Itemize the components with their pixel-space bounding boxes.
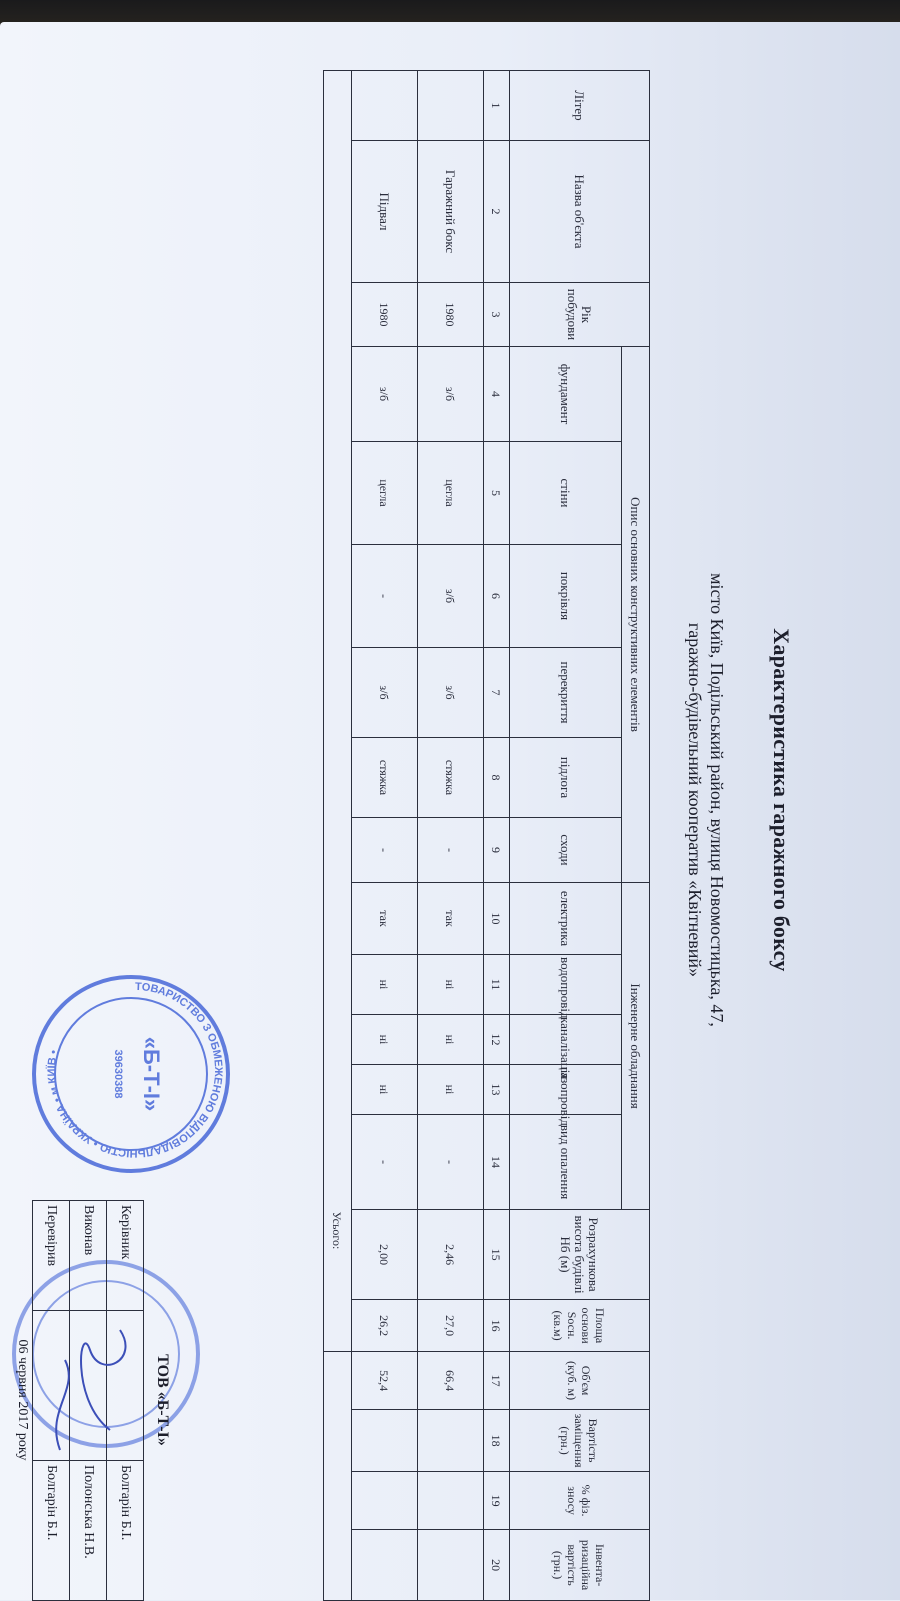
header-gas: газопровід (510, 1065, 622, 1115)
cell-electric: так (418, 883, 484, 955)
header-foundation: фундамент (510, 347, 622, 442)
header-constructive-group: Опис основних конструктивних елементів (622, 347, 650, 883)
header-heating: вид опалення (510, 1115, 622, 1210)
cell-name: Підвал (352, 141, 418, 283)
cell-height: 2,46 (418, 1210, 484, 1300)
cell-gas: ні (352, 1065, 418, 1115)
header-walls: стіни (510, 442, 622, 545)
cell-year: 1980 (418, 283, 484, 347)
signature-person: Полонська Н.В. (70, 1461, 107, 1601)
signature-person: Болгарін Б.І. (33, 1461, 70, 1601)
document-date: 06 червня 2017 року (15, 1339, 30, 1461)
subtitle-line-address: місто Київ, Подільський район, вулиця Новомостицька, 47, (707, 573, 727, 1027)
column-number: 6 (484, 545, 510, 648)
cell-liter (418, 71, 484, 141)
column-number: 2 (484, 141, 510, 283)
header-liter: Літер (510, 71, 650, 141)
column-number: 12 (484, 1015, 510, 1065)
column-number: 1 (484, 71, 510, 141)
signature-role: Керівник (107, 1201, 144, 1311)
cell-replacement (418, 1410, 484, 1472)
cell-replacement (352, 1410, 418, 1472)
header-electric: електрика (510, 883, 622, 955)
cell-electric: так (352, 883, 418, 955)
cell-name: Гаражний бокс (418, 141, 484, 283)
column-number: 16 (484, 1300, 510, 1352)
header-inventory: Інвента-ризаційна вартість (грн.) (510, 1530, 650, 1601)
cell-water: ні (352, 955, 418, 1015)
table-row (418, 71, 484, 1601)
header-name: Назва об'єкта (510, 141, 650, 283)
column-number: 15 (484, 1210, 510, 1300)
column-number: 20 (484, 1530, 510, 1601)
column-number: 9 (484, 818, 510, 883)
cell-liter (352, 71, 418, 141)
column-number: 18 (484, 1410, 510, 1472)
cell-roof: - (352, 545, 418, 648)
cell-inventory (418, 1530, 484, 1601)
cell-sewer: ні (418, 1015, 484, 1065)
stamp-ring-text (40, 975, 230, 1165)
cell-water: ні (418, 955, 484, 1015)
cell-floor: стяжка (418, 738, 484, 818)
column-number: 17 (484, 1352, 510, 1410)
cell-height: 2,00 (352, 1210, 418, 1300)
stamp-center-text: «Б-Т-І» (139, 1036, 164, 1112)
organisation-stamp (32, 975, 230, 1173)
header-floors: перекриття (510, 648, 622, 738)
company-name: ТОВ «Б-Т-І» (154, 1354, 171, 1446)
column-number: 7 (484, 648, 510, 738)
header-sewer: каналізація (510, 1015, 622, 1065)
cell-volume: 52,4 (352, 1352, 418, 1410)
cell-stairs: - (418, 818, 484, 883)
cell-gas: ні (418, 1065, 484, 1115)
cell-walls: цегла (418, 442, 484, 545)
cell-walls: цегла (352, 442, 418, 545)
column-number: 11 (484, 955, 510, 1015)
total-label: Усього: (324, 1210, 352, 1352)
header-roof: покрівля (510, 545, 622, 648)
document-title: Характеристика гаражного боксу (769, 628, 794, 972)
cell-heating: - (418, 1115, 484, 1210)
cell-roof: з/б (418, 545, 484, 648)
header-volume: Об'єм (куб. м) (510, 1352, 650, 1410)
header-stairs: сходи (510, 818, 622, 883)
svg-text:ТОВАРИСТВО З ОБМЕЖЕНОЮ ВІДПОВІ: ТОВАРИСТВО З ОБМЕЖЕНОЮ ВІДПОВІДАЛЬНІСТЮ • УКРАЇНА • м.КИЇВ • (45, 980, 225, 1160)
header-area: Площа основи Sосн. (кв.м) (510, 1300, 650, 1352)
header-engineering-group: Інженерне обладнання (622, 883, 650, 1210)
column-number: 13 (484, 1065, 510, 1115)
cell-foundation: з/б (352, 347, 418, 442)
header-wear: % фіз. зносу (510, 1472, 650, 1530)
total-row (324, 71, 352, 1601)
characteristics-table (323, 70, 650, 1601)
column-number: 19 (484, 1472, 510, 1530)
header-year: Рік побудови (510, 283, 650, 347)
column-number-row (484, 71, 510, 1601)
column-number: 3 (484, 283, 510, 347)
cell-year: 1980 (352, 283, 418, 347)
signature-person: Болгарін Б.І. (107, 1461, 144, 1601)
signature-role: Виконав (70, 1201, 107, 1311)
handwritten-signature (30, 1320, 140, 1470)
header-water: водопровід (510, 955, 622, 1015)
cell-volume: 66,4 (418, 1352, 484, 1410)
header-replacement: Вартість заміщення (грн.) (510, 1410, 650, 1472)
cell-wear (418, 1472, 484, 1530)
cell-stairs: - (352, 818, 418, 883)
cell-wear (352, 1472, 418, 1530)
document-subtitle (684, 0, 728, 1600)
header-floor: підлога (510, 738, 622, 818)
column-number: 10 (484, 883, 510, 955)
cell-heating: - (352, 1115, 418, 1210)
cell-area: 27,0 (418, 1300, 484, 1352)
cell-inventory (352, 1530, 418, 1601)
cell-floors: з/б (418, 648, 484, 738)
table-row (352, 71, 418, 1601)
column-number: 4 (484, 347, 510, 442)
column-number: 8 (484, 738, 510, 818)
cell-area: 26,2 (352, 1300, 418, 1352)
cell-floors: з/б (352, 648, 418, 738)
subtitle-line-cooperative: гаражно-будівельний кооператив «Квітневий» (685, 622, 705, 978)
cell-floor: стяжка (352, 738, 418, 818)
stamp-code: 39630388 (112, 1049, 124, 1099)
column-number: 5 (484, 442, 510, 545)
header-height: Розрахункова висота будівлі Нб (м) (510, 1210, 650, 1300)
cell-sewer: ні (352, 1015, 418, 1065)
column-number: 14 (484, 1115, 510, 1210)
signature-role: Перевірив (33, 1201, 70, 1311)
cell-foundation: з/б (418, 347, 484, 442)
